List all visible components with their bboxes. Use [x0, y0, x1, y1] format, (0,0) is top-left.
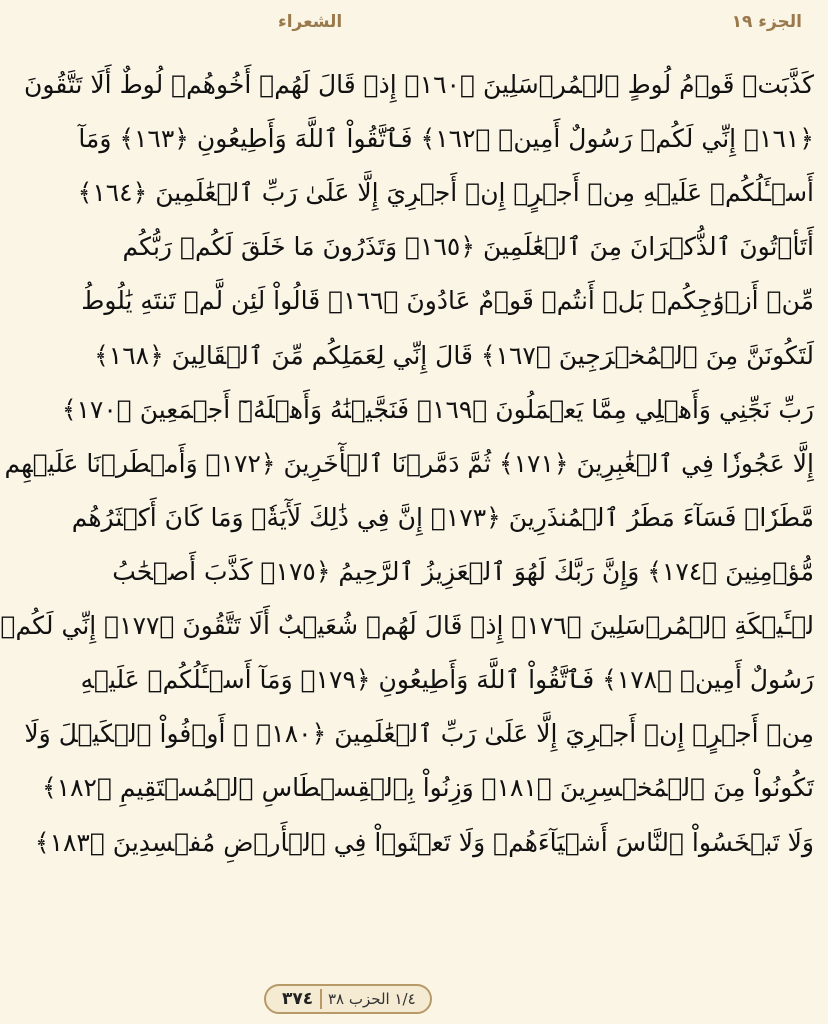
text-line: مِنۡ أَجۡرٍۖ إِنۡ أَجۡرِيَ إِلَّا عَلَىٰ رَبِّ ٱلۡعَٰلَمِينَ ﴿١٨٠﴾ ۞ أَوۡفُواْ ٱلۡكَيۡلَ وَلَا: [24, 719, 814, 749]
text-line: رَبِّ نَجِّنِي وَأَهۡلِي مِمَّا يَعۡمَلُونَ ﴿١٦٩﴾ فَنَجَّيۡنَٰهُ وَأَهۡلَهُۥٓ أَجۡمَعِينَ ﴿١٧٠﴾: [61, 394, 814, 424]
quran-page-text: [0, 58, 814, 978]
text-line: مُّؤۡمِنِينَ ﴿١٧٤﴾ وَإِنَّ رَبَّكَ لَهُوَ ٱلۡعَزِيزُ ٱلرَّحِيمُ ﴿١٧٥﴾ كَذَّبَ أَصۡحَٰبُ: [112, 556, 814, 586]
page-footer: [252, 980, 828, 1024]
text-line: مِّنۡ أَزۡوَٰجِكُمۚ بَلۡ أَنتُمۡ قَوۡمٌ عَادُونَ ﴿١٦٦﴾ قَالُواْ لَئِن لَّمۡ تَنتَهِ يَٰلُوطُ: [81, 286, 814, 316]
text-line: ﴿١٦١﴾ إِنِّي لَكُمۡ رَسُولٌ أَمِينٞ ﴿١٦٢﴾ فَٱتَّقُواْ ٱللَّهَ وَأَطِيعُونِ ﴿١٦٣﴾ وَمَآ: [78, 124, 814, 154]
text-line: تَكُونُواْ مِنَ ٱلۡمُخۡسِرِينَ ﴿١٨١﴾ وَزِنُواْ بِٱلۡقِسۡطَاسِ ٱلۡمُسۡتَقِيمِ ﴿١٨٢﴾: [41, 773, 814, 803]
text-line: وَلَا تَبۡخَسُواْ ٱلنَّاسَ أَشۡيَآءَهُمۡ وَلَا تَعۡثَوۡاْ فِي ٱلۡأَرۡضِ مُفۡسِدِينَ ﴿١٨٣﴾: [34, 827, 814, 857]
juz-label: الجزء ١٩: [731, 12, 802, 32]
text-line: لَتَكُونَنَّ مِنَ ٱلۡمُخۡرَجِينَ ﴿١٦٧﴾ قَالَ إِنِّي لِعَمَلِكُم مِّنَ ٱلۡقَالِينَ ﴿١٦٨﴾: [94, 340, 814, 370]
surah-name: الشعراء: [278, 12, 343, 32]
text-line: أَتَأۡتُونَ ٱلذُّكۡرَانَ مِنَ ٱلۡعَٰلَمِينَ ﴿١٦٥﴾ وَتَذَرُونَ مَا خَلَقَ لَكُمۡ رَبُّكُم: [122, 232, 814, 262]
divider: [320, 989, 322, 1009]
text-line: كَذَّبَتۡ قَوۡمُ لُوطٍ ٱلۡمُرۡسَلِينَ ﴿١٦٠﴾ إِذۡ قَالَ لَهُمۡ أَخُوهُمۡ لُوطٌ أَلَا تَتَّقُونَ: [24, 70, 814, 99]
text-line: مَّطَرٗاۖ فَسَآءَ مَطَرُ ٱلۡمُنذَرِينَ ﴿١٧٣﴾ إِنَّ فِي ذَٰلِكَ لَأٓيَةٗۖ وَمَا كَانَ أَكۡثَرُهُم: [71, 502, 814, 532]
hizb-label: ١/٤ الحزب ٣٨: [328, 990, 416, 1008]
page-header: [252, 0, 828, 40]
text-line: رَسُولٌ أَمِينٞ ﴿١٧٨﴾ فَٱتَّقُواْ ٱللَّهَ وَأَطِيعُونِ ﴿١٧٩﴾ وَمَآ أَسۡـَٔلُكُمۡ عَلَيۡهِ: [80, 665, 814, 695]
text-line: أَسۡـَٔلُكُمۡ عَلَيۡهِ مِنۡ أَجۡرٍۖ إِنۡ أَجۡرِيَ إِلَّا عَلَىٰ رَبِّ ٱلۡعَٰلَمِينَ ﴿١٦٤﴾: [77, 178, 814, 208]
page-info-frame: [264, 984, 432, 1014]
text-line: إِلَّا عَجُوزٗا فِي ٱلۡغَٰبِرِينَ ﴿١٧١﴾ ثُمَّ دَمَّرۡنَا ٱلۡأٓخَرِينَ ﴿١٧٢﴾ وَأَمۡطَرۡنَا عَلَيۡهِم: [4, 448, 814, 478]
page-number: ٣٧٤: [282, 989, 314, 1009]
text-line: لۡـَٔيۡكَةِ ٱلۡمُرۡسَلِينَ ﴿١٧٦﴾ إِذۡ قَالَ لَهُمۡ شُعَيۡبٌ أَلَا تَتَّقُونَ ﴿١٧٧﴾ إِنِّي لَكُمۡ: [0, 611, 814, 641]
